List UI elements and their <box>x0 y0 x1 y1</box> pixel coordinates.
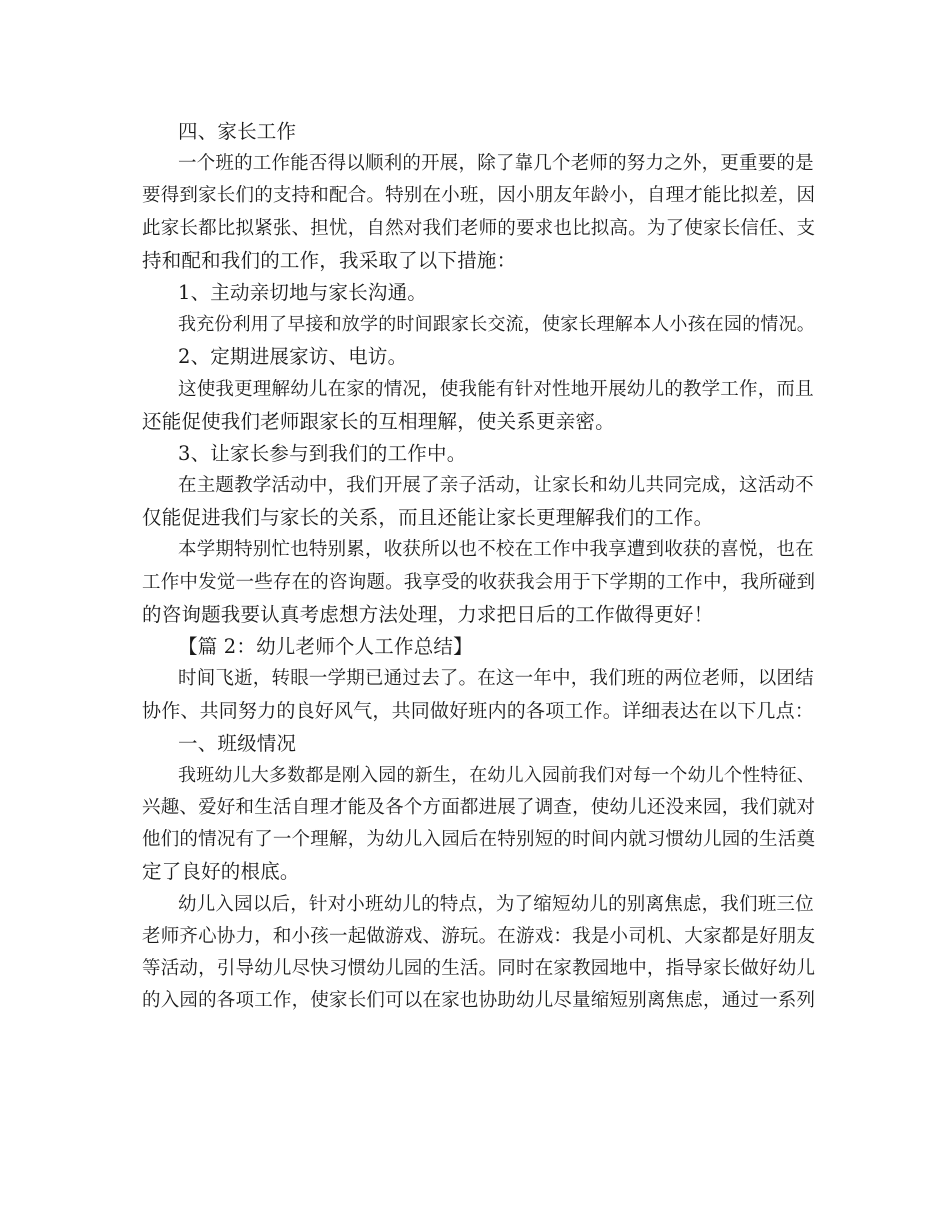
text-line: 我充份利用了早接和放学的时间跟家长交流，使家长理解本人小孩在园的情况。 <box>178 314 815 336</box>
text-line: 3、让家长参与到我们的工作中。 <box>178 441 467 465</box>
text-line: 兴趣、爱好和生活自理才能及各个方面都进展了调查，使幼儿还没来园，我们就对 <box>142 796 816 818</box>
document-page <box>142 116 818 1017</box>
text-line: 我班幼儿大多数都是刚入园的新生，在幼儿入园前我们对每一个幼儿个性特征、 <box>178 764 815 786</box>
text-line: 一个班的工作能否得以顺利的开展，除了靠几个老师的努力之外，更重要的是 <box>178 153 814 175</box>
text-line: 要得到家长们的支持和配合。特别在小班，因小朋友年龄小，自理才能比拟差，因 <box>142 185 816 207</box>
text-line: 本学期特别忙也特别累，收获所以也不校在工作中我享遭到收获的喜悦，也在 <box>178 539 814 561</box>
text-line: 四、家长工作 <box>178 120 297 143</box>
text-line: 仅能促进我们与家长的关系，而且还能让家长更理解我们的工作。 <box>142 506 714 530</box>
text-line: 工作中发觉一些存在的咨询题。我享受的收获我会用于下学期的工作中，我所碰到 <box>142 571 816 593</box>
text-line: 的咨询题我要认真考虑想方法处理，力求把日后的工作做得更好！ <box>142 602 714 626</box>
text-line: 他们的情况有了一个理解，为幼儿入园后在特别短的时间内就习惯幼儿园的生活奠 <box>142 829 816 851</box>
text-line: 老师齐心协力，和小孩一起做游戏、游玩。在游戏：我是小司机、大家都是好朋友 <box>142 925 816 947</box>
text-line: 的入园的各项工作，使家长们可以在家也协助幼儿尽量缩短别离焦虑，通过一系列 <box>142 990 816 1012</box>
text-line: 【篇 2：幼儿老师个人工作总结】 <box>178 635 473 658</box>
text-line: 等活动，引导幼儿尽快习惯幼儿园的生活。同时在家教园地中，指导家长做好幼儿 <box>142 957 816 979</box>
text-line: 2、定期进展家访、电访。 <box>178 345 408 369</box>
text-line: 一、班级情况 <box>178 731 297 755</box>
text-line: 定了良好的根底。 <box>142 860 300 884</box>
text-line: 幼儿入园以后，针对小班幼儿的特点，为了缩短幼儿的别离焦虑，我们班三位 <box>178 893 814 915</box>
text-line: 协作、共同努力的良好风气，共同做好班内的各项工作。详细表达在以下几点： <box>142 700 815 723</box>
text-line: 在主题教学活动中，我们开展了亲子活动，让家长和幼儿共同完成，这活动不 <box>178 475 814 497</box>
text-line: 时间飞逝，转眼一学期已通过去了。在这一年中，我们班的两位老师，以团结 <box>178 668 814 690</box>
text-line: 持和配和我们的工作，我采取了以下措施： <box>142 248 517 272</box>
text-line: 1、主动亲切地与家长沟通。 <box>178 280 428 304</box>
text-line: 此家长都比拟紧张、担忧，自然对我们老师的要求也比拟高。为了使家长信任、支 <box>142 217 816 239</box>
text-line: 这使我更理解幼儿在家的情况，使我能有针对性地开展幼儿的教学工作，而且 <box>178 378 814 400</box>
text-line: 还能促使我们老师跟家长的互相理解，使关系更亲密。 <box>142 409 615 433</box>
